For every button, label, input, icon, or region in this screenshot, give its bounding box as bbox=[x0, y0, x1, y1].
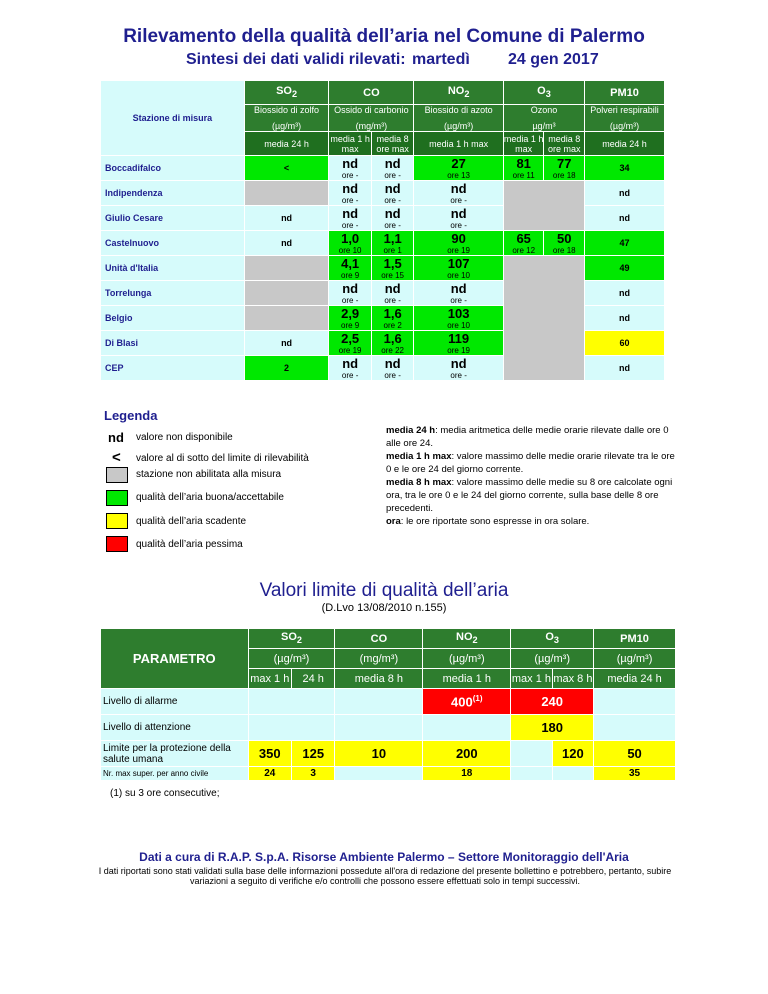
o3-col1: media 1 h max bbox=[503, 133, 544, 154]
so2-col: media 24 h bbox=[244, 132, 329, 156]
attenz-co bbox=[335, 715, 423, 741]
super-pm10: 35 bbox=[594, 767, 676, 781]
co-header: CO bbox=[329, 81, 414, 105]
no2-value: 27 bbox=[451, 156, 466, 171]
co1-time: ore 19 bbox=[338, 346, 362, 355]
attenz-so2 bbox=[248, 715, 335, 741]
attenz-o3: 180 bbox=[511, 715, 594, 741]
co8-value: 1,6 bbox=[383, 331, 402, 346]
co1-time: ore - bbox=[341, 371, 359, 380]
limite-pm10: 50 bbox=[594, 741, 676, 767]
so2-col-b: 24 h bbox=[291, 669, 334, 689]
note-m8-key: media 8 h max bbox=[386, 477, 452, 488]
o3-sub: 3 bbox=[553, 635, 559, 646]
so2-sub: 2 bbox=[291, 89, 298, 100]
co-col2: media 8 ore max bbox=[371, 132, 414, 156]
limits-ref: (D.Lvo 13/08/2010 n.155) bbox=[321, 602, 447, 614]
note-ora-key: ora bbox=[386, 516, 401, 527]
o31-value: 81 bbox=[516, 156, 531, 171]
legend-green: qualità dell’aria buona/accettabile bbox=[136, 492, 284, 503]
pm10-header: PM10 bbox=[594, 629, 676, 649]
pm10-unit: (µg/m³) bbox=[594, 649, 676, 669]
row-superamenti: Nr. max super. per anno civile bbox=[101, 767, 249, 781]
no2-time: ore 19 bbox=[447, 346, 470, 355]
no2-time: ore 13 bbox=[447, 171, 470, 180]
station-name: Giulio Cesare bbox=[101, 206, 245, 231]
so2-value bbox=[244, 256, 329, 281]
so2-value bbox=[244, 306, 329, 331]
no2-desc: Biossido di azoto bbox=[424, 105, 493, 115]
station-name: Castelnuovo bbox=[101, 231, 245, 256]
o3-unit: (µg/m³) bbox=[511, 649, 594, 669]
note-m24: : media aritmetica delle medie orarie rilevate dalle ore 0 alle ore 24. bbox=[386, 425, 669, 449]
no2-sub: 2 bbox=[464, 89, 470, 100]
super-o3b bbox=[552, 767, 593, 781]
pm10-unit: (µg/m³) bbox=[609, 121, 640, 131]
co1-time: ore - bbox=[341, 196, 359, 205]
limits-title: Valori limite di qualità dell’aria bbox=[259, 580, 509, 601]
co8-value: nd bbox=[384, 206, 401, 221]
legend-yellow-swatch bbox=[106, 513, 128, 529]
no2-value: 107 bbox=[447, 256, 470, 271]
o3-disabled bbox=[503, 181, 584, 231]
pm10-desc: Polveri respirabili bbox=[590, 105, 659, 115]
co1-value: 2,5 bbox=[341, 331, 360, 346]
so2-value: < bbox=[244, 156, 329, 181]
co8-time: ore - bbox=[384, 371, 401, 380]
legend-nd: valore non disponibile bbox=[136, 432, 233, 443]
co1-value: 2,9 bbox=[341, 306, 360, 321]
page-title: Rilevamento della qualità dell’aria nel Comune di Palermo bbox=[123, 26, 645, 47]
co8-time: ore 15 bbox=[381, 271, 404, 280]
co8-value: 1,1 bbox=[383, 231, 402, 246]
co1-value: nd bbox=[342, 156, 359, 171]
attenz-no2 bbox=[423, 715, 511, 741]
legend-grey-swatch bbox=[106, 467, 128, 483]
so2-sub: 2 bbox=[296, 635, 302, 646]
no2-sub: 2 bbox=[472, 635, 478, 646]
so2-value bbox=[244, 181, 329, 206]
note-m1-key: media 1 h max bbox=[386, 451, 452, 462]
pm10-value: nd bbox=[585, 181, 665, 206]
pm10-value: 47 bbox=[585, 231, 665, 256]
footer-credit: Dati a cura di R.A.P. S.p.A. Risorse Ambiente Palermo – Settore Monitoraggio dell'Aria bbox=[139, 850, 629, 864]
limite-so2a: 350 bbox=[248, 741, 291, 767]
o3-header: O bbox=[537, 85, 546, 98]
so2-value: nd bbox=[244, 331, 329, 356]
limite-co: 10 bbox=[335, 741, 423, 767]
no2-value: 119 bbox=[448, 331, 470, 346]
so2-desc: Biossido di zolfo bbox=[254, 105, 320, 115]
legend-grey: stazione non abilitata alla misura bbox=[136, 469, 282, 480]
pm10-value: 34 bbox=[585, 156, 665, 181]
o3-col-b: max 8 h bbox=[552, 669, 593, 689]
footer-disclaimer: I dati riportati sono stati validati sulla base delle informazioni possedute all'ora di redazione del presente bollettino e potrebbero, pertanto, subire variazioni a seguito di verifiche e/o controlli che possono essere effettuati solo in tempi successivi. bbox=[98, 866, 672, 886]
pm10-col: media 24 h bbox=[585, 132, 665, 156]
no2-value: nd bbox=[450, 281, 467, 296]
measurements-table bbox=[100, 80, 665, 381]
co8-value: 1,6 bbox=[383, 306, 402, 321]
co8-time: ore 2 bbox=[383, 321, 402, 330]
co-header: CO bbox=[335, 629, 423, 649]
station-name: Indipendenza bbox=[101, 181, 245, 206]
legend-lt: valore al di sotto del limite di rilevabilità bbox=[136, 453, 309, 464]
o38-value: 77 bbox=[557, 156, 572, 171]
notes bbox=[386, 424, 676, 528]
o38-time: ore 18 bbox=[552, 246, 576, 255]
so2-col-a: max 1 h bbox=[248, 669, 291, 689]
station-name: Boccadifalco bbox=[101, 156, 245, 181]
allarme-no2: 400 bbox=[451, 694, 473, 710]
co8-value: 1,5 bbox=[383, 256, 402, 271]
pm10-value: 49 bbox=[585, 256, 665, 281]
so2-header: SO bbox=[280, 631, 297, 644]
so2-unit: (µg/m³) bbox=[248, 649, 335, 669]
limite-o3b: 120 bbox=[552, 741, 593, 767]
no2-time: ore - bbox=[450, 371, 467, 380]
super-so2a: 24 bbox=[248, 767, 291, 781]
report-date: 24 gen 2017 bbox=[508, 51, 599, 68]
co8-time: ore 1 bbox=[383, 246, 402, 255]
no2-time: ore 19 bbox=[447, 246, 470, 255]
station-name: Torrelunga bbox=[101, 281, 245, 306]
co1-time: ore - bbox=[341, 171, 359, 180]
co1-time: ore - bbox=[341, 221, 359, 230]
o3-sub: 3 bbox=[545, 89, 551, 100]
station-name: Di Blasi bbox=[101, 331, 245, 356]
co1-value: nd bbox=[342, 281, 359, 296]
allarme-so2 bbox=[248, 689, 335, 715]
o3-disabled bbox=[503, 256, 584, 381]
no2-time: ore 10 bbox=[447, 271, 470, 280]
super-co bbox=[335, 767, 423, 781]
o31-time: ore 11 bbox=[512, 171, 535, 180]
so2-value: 2 bbox=[244, 356, 329, 381]
no2-header: NO bbox=[447, 85, 465, 98]
co8-time: ore 22 bbox=[381, 346, 404, 355]
no2-col: media 1 h bbox=[423, 669, 511, 689]
no2-time: ore - bbox=[450, 196, 467, 205]
co1-value: nd bbox=[342, 206, 359, 221]
note-ora: : le ore riportate sono espresse in ora solare. bbox=[400, 516, 590, 527]
pm10-col: media 24 h bbox=[594, 669, 676, 689]
pm10-value: nd bbox=[585, 206, 665, 231]
co-col: media 8 h bbox=[335, 669, 423, 689]
co8-time: ore - bbox=[384, 171, 401, 180]
no2-time: ore 10 bbox=[447, 321, 470, 330]
station-name: Unità d'Italia bbox=[101, 256, 245, 281]
co1-value: nd bbox=[342, 181, 359, 196]
super-so2b: 3 bbox=[291, 767, 334, 781]
co8-value: nd bbox=[384, 281, 401, 296]
so2-header: SO bbox=[276, 85, 292, 98]
note-m1: : valore massimo delle medie orarie rilevate tra le ore 0 e le ore 24 del giorno corrente. bbox=[386, 451, 675, 475]
no2-col: media 1 h max bbox=[414, 132, 503, 156]
limite-no2: 200 bbox=[423, 741, 511, 767]
no2-value: nd bbox=[450, 181, 467, 196]
o3-unit: µg/m³ bbox=[532, 121, 556, 131]
note-m8: : valore massimo delle medie su 8 ore calcolate ogni ora, tra le ore 0 e le 24 del giorno corrente, sulla base delle 8 ore precedenti. bbox=[386, 477, 673, 514]
co-col1: media 1 h max bbox=[330, 133, 370, 154]
pm10-value: 60 bbox=[585, 331, 665, 356]
legend-yellow: qualità dell’aria scadente bbox=[136, 516, 247, 527]
legend-green-swatch bbox=[106, 490, 128, 506]
o3-col-a: max 1 h bbox=[511, 669, 552, 689]
o38-value: 50 bbox=[557, 231, 572, 246]
so2-value bbox=[244, 281, 329, 306]
allarme-sup: (1) bbox=[472, 693, 483, 703]
co1-time: ore 9 bbox=[341, 271, 360, 280]
limite-o3a bbox=[511, 741, 552, 767]
co1-value: 4,1 bbox=[341, 256, 360, 271]
so2-unit: (µg/m³) bbox=[271, 121, 302, 131]
report-day: martedì bbox=[412, 51, 470, 68]
station-name: Belgio bbox=[101, 306, 245, 331]
co8-time: ore - bbox=[384, 221, 401, 230]
co1-time: ore 9 bbox=[341, 321, 360, 330]
co-unit: (mg/m³) bbox=[335, 649, 423, 669]
co1-value: 1,0 bbox=[341, 231, 360, 246]
co8-time: ore - bbox=[384, 196, 401, 205]
co8-value: nd bbox=[384, 181, 401, 196]
o3-header: O bbox=[545, 631, 554, 644]
no2-value: nd bbox=[450, 356, 467, 371]
co1-time: ore 10 bbox=[338, 246, 362, 255]
legend-red: qualità dell’aria pessima bbox=[136, 539, 243, 550]
so2-value: nd bbox=[244, 231, 329, 256]
o3-col2: media 8 ore max bbox=[544, 132, 585, 156]
nd-symbol: nd bbox=[108, 430, 124, 445]
no2-unit: (µg/m³) bbox=[444, 121, 474, 131]
no2-value: 103 bbox=[447, 306, 470, 321]
o31-time: ore 12 bbox=[512, 246, 536, 255]
attenz-pm10 bbox=[594, 715, 676, 741]
limite-so2b: 125 bbox=[291, 741, 334, 767]
pm10-value: nd bbox=[585, 356, 665, 381]
pm10-value: nd bbox=[585, 306, 665, 331]
super-no2: 18 bbox=[423, 767, 511, 781]
lt-symbol: < bbox=[112, 449, 121, 466]
note-m24-key: media 24 h bbox=[386, 425, 436, 436]
limits-note: (1) su 3 ore consecutive; bbox=[110, 788, 220, 799]
co-desc: Ossido di carbonio bbox=[334, 105, 409, 115]
row-attenzione: Livello di attenzione bbox=[101, 715, 249, 741]
legend-title: Legenda bbox=[104, 408, 158, 423]
station-name: CEP bbox=[101, 356, 245, 381]
co1-value: nd bbox=[342, 356, 359, 371]
pm10-value: nd bbox=[585, 281, 665, 306]
no2-value: nd bbox=[450, 206, 467, 221]
co1-time: ore - bbox=[341, 296, 359, 305]
row-limite: Limite per la protezione della salute umana bbox=[101, 741, 249, 767]
co8-value: nd bbox=[384, 156, 401, 171]
o3-desc: Ozono bbox=[530, 105, 558, 115]
o38-time: ore 18 bbox=[552, 171, 576, 180]
no2-value: 90 bbox=[451, 231, 466, 246]
no2-time: ore - bbox=[450, 296, 467, 305]
subtitle: Sintesi dei dati validi rilevati: bbox=[186, 51, 406, 68]
super-o3a bbox=[511, 767, 552, 781]
row-allarme: Livello di allarme bbox=[101, 689, 249, 715]
allarme-co bbox=[335, 689, 423, 715]
limits-table bbox=[100, 628, 676, 781]
station-header: Stazione di misura bbox=[101, 81, 245, 156]
so2-value: nd bbox=[244, 206, 329, 231]
pm10-header: PM10 bbox=[585, 81, 665, 105]
no2-unit: (µg/m³) bbox=[423, 649, 511, 669]
allarme-o3: 240 bbox=[511, 689, 594, 715]
allarme-pm10 bbox=[594, 689, 676, 715]
co8-time: ore - bbox=[384, 296, 401, 305]
co-unit: (mg/m³) bbox=[355, 121, 388, 131]
legend-red-swatch bbox=[106, 536, 128, 552]
no2-time: ore - bbox=[450, 221, 467, 230]
no2-header: NO bbox=[456, 631, 473, 644]
o31-value: 65 bbox=[516, 231, 531, 246]
co8-value: nd bbox=[384, 356, 401, 371]
param-header: PARAMETRO bbox=[101, 629, 249, 689]
